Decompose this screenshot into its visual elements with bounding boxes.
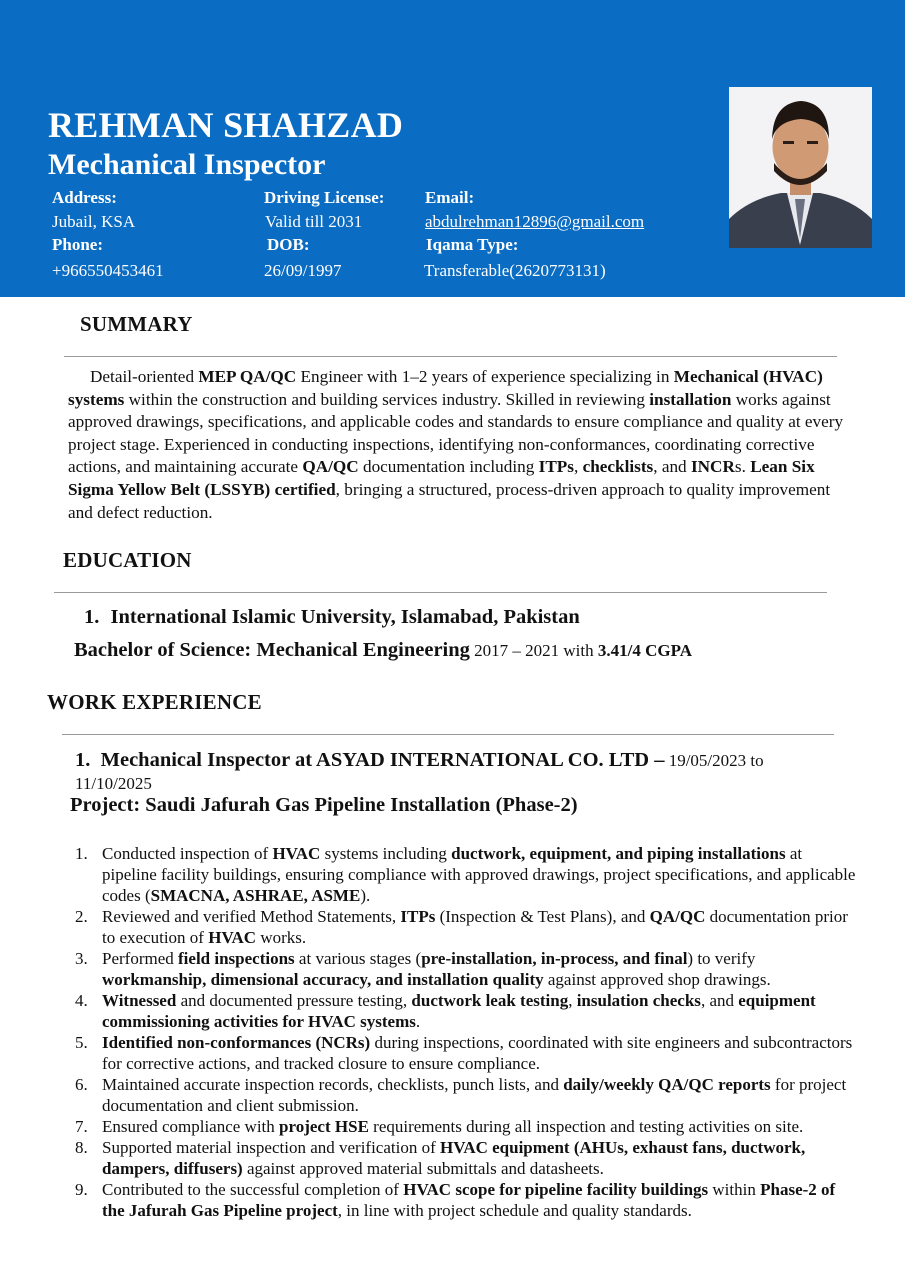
duty-text: , in line with project schedule and quality standards. xyxy=(337,1201,692,1220)
duty-text: at various stages ( xyxy=(294,949,422,968)
education-number: 1. xyxy=(84,606,100,628)
duty-item xyxy=(68,1179,858,1221)
summary-text: within the construction and building services industry. Skilled in reviewing xyxy=(124,389,650,409)
duty-bold-text: QA/QC xyxy=(649,907,706,926)
duty-text: Reviewed and verified Method Statements, xyxy=(102,907,401,926)
summary-text: Detail-oriented xyxy=(90,367,199,386)
duty-number: 2. xyxy=(75,907,88,926)
summary-text: Engineer with 1–2 years of experience specializing in xyxy=(296,367,674,386)
email-link[interactable]: abdulrehman12896@gmail.com xyxy=(425,212,645,231)
job-title: Mechanical Inspector xyxy=(48,148,326,181)
education-heading: EDUCATION xyxy=(63,548,192,572)
summary-text: works against approved drawings, specifications, and applicable codes and standards to ensure compliance and quality at every project stage. Experienced in conducting inspections, identifying non-conformances, coordinating corrective actions, and maintaining accurate xyxy=(68,389,844,477)
duty-text: against approved shop drawings. xyxy=(543,970,771,989)
duty-text: ). xyxy=(360,886,371,905)
duty-number: 4. xyxy=(75,991,88,1010)
duty-bold-text: daily/weekly QA/QC reports xyxy=(563,1075,771,1094)
header-banner xyxy=(0,0,905,297)
degree-name: Bachelor of Science: Mechanical Engineering xyxy=(74,639,470,661)
duty-bold-text: insulation checks xyxy=(576,991,701,1010)
iqama-value: Transferable(2620773131) xyxy=(424,261,606,280)
duty-text: against approved material submittals and datasheets. xyxy=(242,1159,604,1178)
duty-number: 9. xyxy=(75,1180,88,1199)
summary-text: , bringing a structured, process-driven approach to quality improvement and defect reduction. xyxy=(68,479,831,522)
summary-text: , xyxy=(573,457,583,477)
dob-value: 26/09/1997 xyxy=(264,261,342,280)
email-label: Email: xyxy=(425,188,475,207)
work-heading: WORK EXPERIENCE xyxy=(47,690,262,714)
duty-text: ) to verify xyxy=(687,949,756,968)
summary-bold-text: ITPs xyxy=(538,457,574,477)
duty-text: , xyxy=(568,991,577,1010)
summary-bold-text: checklists xyxy=(582,457,654,477)
duties-list xyxy=(68,843,858,1221)
duty-bold-text: HVAC xyxy=(208,928,257,947)
duty-bold-text: equipment commissioning activities for HVAC systems xyxy=(102,991,816,1031)
duty-text: during inspections, coordinated with site engineers and subcontractors for corrective actions, and tracked closure to ensure compliance. xyxy=(102,1033,853,1073)
duty-bold-text: Identified non-conformances (NCRs) xyxy=(102,1033,371,1052)
candidate-name: REHMAN SHAHZAD xyxy=(48,105,404,145)
duty-bold-text: field inspections xyxy=(178,949,295,968)
duty-text: Ensured compliance with xyxy=(102,1117,280,1136)
summary-bold-text: MEP QA/QC xyxy=(198,367,297,386)
duty-text: and documented pressure testing, xyxy=(176,991,412,1010)
duty-number: 1. xyxy=(75,844,88,863)
duty-item xyxy=(68,948,858,990)
summary-text: documentation including xyxy=(358,457,539,477)
education-divider xyxy=(54,592,827,593)
license-label: Driving License: xyxy=(264,188,385,207)
duty-number: 3. xyxy=(75,949,88,968)
profile-photo xyxy=(729,87,872,248)
summary-heading: SUMMARY xyxy=(80,312,193,336)
duty-bold-text: ITPs xyxy=(400,907,436,926)
duty-text: Supported material inspection and verification of xyxy=(102,1138,441,1157)
degree-cgpa: 3.41/4 CGPA xyxy=(597,641,693,660)
duty-text: Performed xyxy=(102,949,179,968)
duty-text: Maintained accurate inspection records, checklists, punch lists, and xyxy=(102,1075,564,1094)
summary-bold-text: Mechanical (HVAC) systems xyxy=(68,367,823,409)
summary-paragraph xyxy=(68,366,854,524)
duty-item xyxy=(68,1116,858,1137)
duty-bold-text: SMACNA, ASHRAE, ASME xyxy=(150,886,361,905)
duty-bold-text: project HSE xyxy=(279,1117,369,1136)
duty-text: documentation prior to execution of xyxy=(102,907,848,947)
summary-text: s. xyxy=(734,457,751,477)
summary-divider xyxy=(64,356,837,357)
job-number: 1. xyxy=(75,749,91,771)
duty-text: , and xyxy=(700,991,739,1010)
duty-number: 8. xyxy=(75,1138,88,1157)
duty-number: 7. xyxy=(75,1117,88,1136)
duty-bold-text: Phase-2 of the Jafurah Gas Pipeline project xyxy=(102,1180,836,1220)
duty-text: Contributed to the successful completion of xyxy=(102,1180,404,1199)
education-institution-line xyxy=(84,606,580,629)
duty-bold-text: workmanship, dimensional accuracy, and installation quality xyxy=(102,970,544,989)
institution-name: International Islamic University, Islamabad, Pakistan xyxy=(110,606,580,628)
duty-bold-text: ductwork leak testing xyxy=(411,991,569,1010)
degree-years: 2017 – 2021 with xyxy=(469,641,598,660)
duty-bold-text: HVAC equipment (AHUs, exhaust fans, ductwork, dampers, diffusers) xyxy=(102,1138,806,1178)
duty-number: 6. xyxy=(75,1075,88,1094)
duty-bold-text: pre-installation, in-process, and final xyxy=(421,949,688,968)
duty-item xyxy=(68,1032,858,1074)
duty-text: requirements during all inspection and testing activities on site. xyxy=(368,1117,804,1136)
job-entry xyxy=(75,749,835,795)
duty-text: systems including xyxy=(320,844,452,863)
duty-text: within xyxy=(708,1180,761,1199)
duty-text: Conducted inspection of xyxy=(102,844,273,863)
project-title: Project: Saudi Jafurah Gas Pipeline Installation (Phase-2) xyxy=(70,794,578,816)
duty-bold-text: Witnessed xyxy=(102,991,177,1010)
address-label: Address: xyxy=(52,188,117,207)
duty-text: for project documentation and client submission. xyxy=(102,1075,847,1115)
summary-bold-text: Lean Six Sigma Yellow Belt (LSSYB) certified xyxy=(68,457,815,499)
duty-number: 5. xyxy=(75,1033,88,1052)
duty-item xyxy=(68,1074,858,1116)
summary-bold-text: INCR xyxy=(690,457,735,477)
address-value: Jubail, KSA xyxy=(52,212,136,231)
dob-label: DOB: xyxy=(267,235,310,254)
duty-item xyxy=(68,843,858,906)
duty-text: (Inspection & Test Plans), and xyxy=(435,907,650,926)
job-role: Mechanical Inspector at ASYAD INTERNATIONAL CO. LTD – xyxy=(100,749,665,771)
summary-text: , and xyxy=(653,457,691,477)
duty-bold-text: ductwork, equipment, and piping installations xyxy=(451,844,786,863)
duty-item xyxy=(68,990,858,1032)
duty-text: works. xyxy=(256,928,307,947)
phone-value: +966550453461 xyxy=(52,261,164,280)
summary-bold-text: installation xyxy=(649,389,732,409)
education-degree-line xyxy=(74,639,692,662)
duty-bold-text: HVAC scope for pipeline facility buildings xyxy=(403,1180,709,1199)
duty-item xyxy=(68,1137,858,1179)
job-dates: 19/05/2023 to 11/10/2025 xyxy=(75,751,764,793)
phone-label: Phone: xyxy=(52,235,103,254)
duty-bold-text: HVAC xyxy=(272,844,321,863)
work-divider xyxy=(62,734,834,735)
duty-text: at pipeline facility buildings, ensuring compliance with approved drawings, project specifications, and applicable codes ( xyxy=(102,844,856,905)
license-value: Valid till 2031 xyxy=(265,212,363,231)
duty-item xyxy=(68,906,858,948)
duty-text: . xyxy=(415,1012,421,1031)
summary-bold-text: QA/QC xyxy=(302,457,359,477)
iqama-label: Iqama Type: xyxy=(426,235,519,254)
